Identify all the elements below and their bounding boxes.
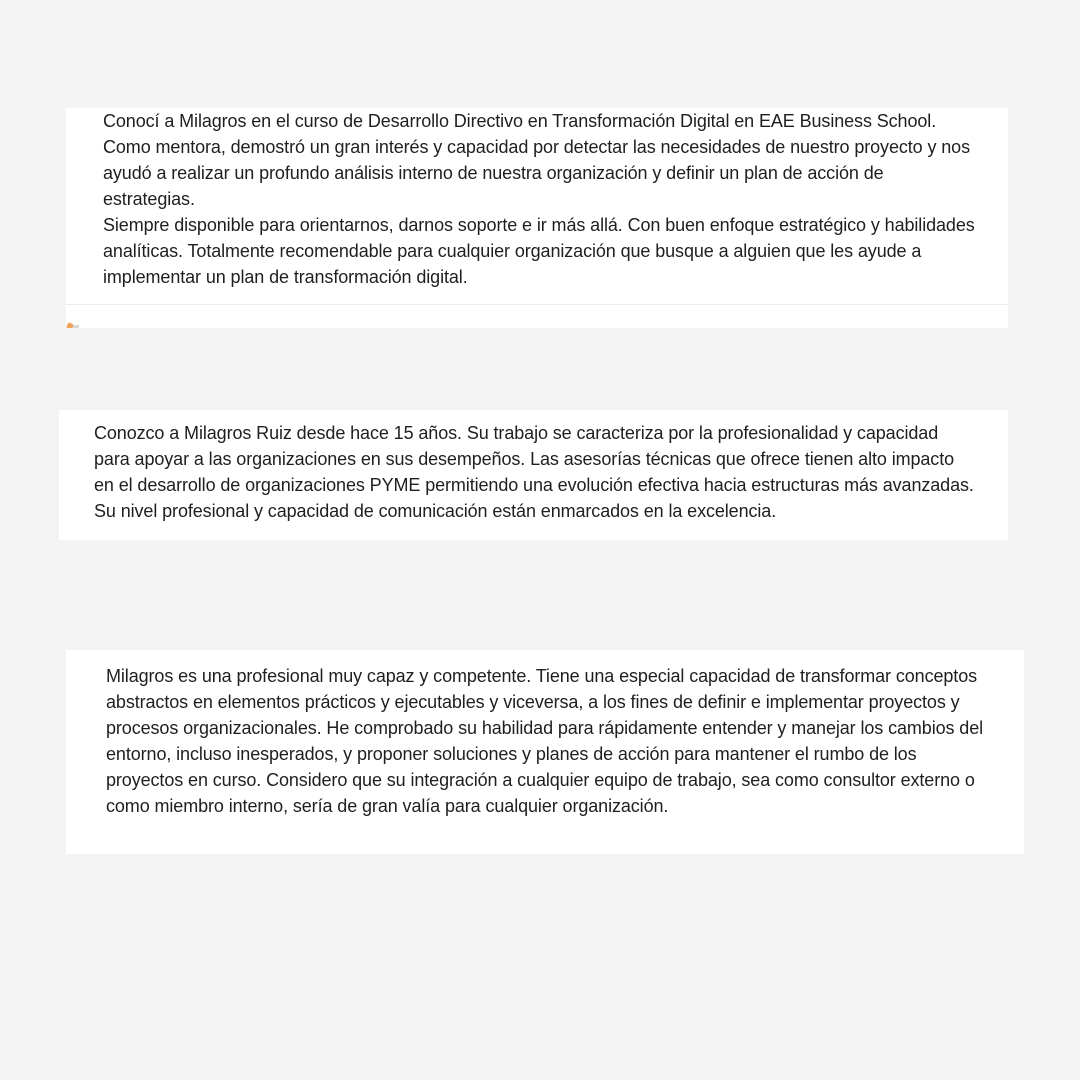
testimonial-1-paragraph-2: Siempre disponible para orientarnos, darnos soporte e ir más allá. Con buen enfoque estratégico y habilidades analíticas. Totalmente recomendable para cualquier organización que busque a alguien que les ayude a implementar un plan de transformación digital. <box>103 215 975 287</box>
testimonial-card-2 <box>59 410 1008 540</box>
testimonial-3-paragraph-1: Milagros es una profesional muy capaz y competente. Tiene una especial capacidad de transformar conceptos abstractos en elementos prácticos y ejecutables y viceversa, a los fines de definir e implementar proyectos y procesos organizacionales. He comprobado su habilidad para rápidamente entender y manejar los cambios del entorno, incluso inesperados, y proponer soluciones y planes de acción para mantener el rumbo de los proyectos en curso. Considero que su integración a cualquier equipo de trabajo, sea como consultor externo o como miembro interno, sería de gran valía para cualquier organización. <box>106 666 984 816</box>
card-divider <box>66 304 1008 305</box>
testimonial-2-paragraph-1: Conozco a Milagros Ruiz desde hace 15 años. Su trabajo se caracteriza por la profesionalidad y capacidad para apoyar a las organizaciones en sus desempeños. Las asesorías técnicas que ofrece tienen alto impacto en el desarrollo de organizaciones PYME permitiendo una evolución efectiva hacia estructuras más avanzadas. Su nivel profesional y capacidad de comunicación están enmarcados en la excelencia. <box>94 423 974 521</box>
testimonial-text-2 <box>94 420 978 524</box>
broken-image-icon <box>66 322 80 328</box>
testimonial-text-3 <box>106 663 994 819</box>
testimonial-card-3 <box>66 650 1024 854</box>
testimonial-card-1 <box>66 108 1008 328</box>
testimonial-1-paragraph-1: Conocí a Milagros en el curso de Desarrollo Directivo en Transformación Digital en EAE Business School. Como mentora, demostró un gran interés y capacidad por detectar las necesidades de nuestro proyecto y nos ayudó a realizar un profundo análisis interno de nuestra organización y definir un plan de acción de estrategias. <box>103 111 970 209</box>
testimonial-text-1 <box>103 108 978 290</box>
